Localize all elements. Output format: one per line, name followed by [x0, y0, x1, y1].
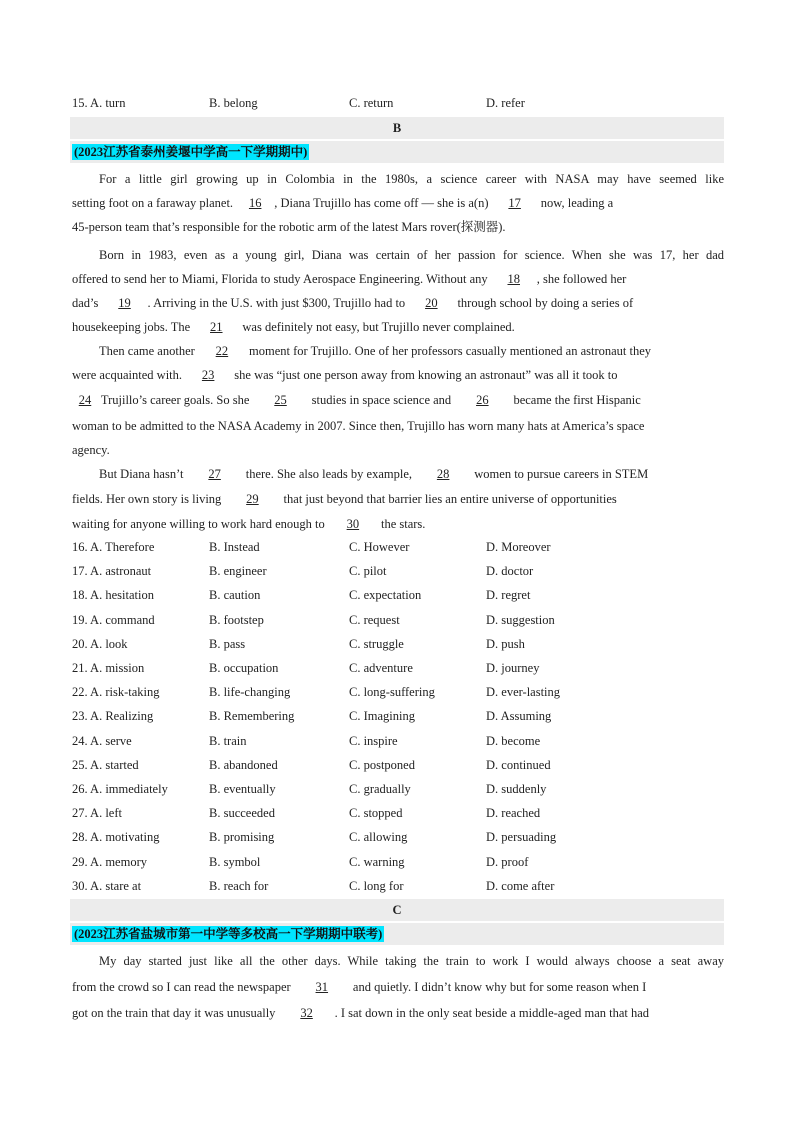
section-c-header: C	[70, 899, 724, 921]
blank-29: 29	[246, 492, 259, 506]
option-d: D. push	[486, 636, 525, 651]
blank-23: 23	[201, 368, 215, 382]
option-a: 17. A. astronaut	[72, 564, 152, 579]
option-row-21	[72, 661, 732, 679]
passage-b-line: 45-person team that’s responsible for the robotic arm of the latest Mars rover(探测器).	[72, 220, 506, 234]
option-row-16	[72, 540, 732, 558]
option-a: 18. A. hesitation	[72, 588, 154, 603]
blank-26: 26	[476, 393, 489, 407]
option-row-19	[72, 613, 732, 631]
section-c-source: (2023江苏省盐城市第一中学等多校高一下学期期中联考)	[74, 927, 383, 941]
blank-32: 32	[300, 1006, 313, 1020]
blank-18: 18	[507, 272, 520, 286]
passage-b-line: Then came another 22 moment for Trujillo. One of her professors casually mentioned an astronaut they	[99, 344, 652, 358]
passage-b-line: Born in 1983, even as a young girl, Diana was certain of her passion for science. When she was 17, her dad	[99, 248, 724, 262]
option-c: C. stopped	[349, 806, 403, 821]
option-c: C. allowing	[349, 830, 408, 845]
option-a: 21. A. mission	[72, 661, 145, 675]
option-row-28	[72, 830, 732, 848]
blank-22: 22	[215, 344, 229, 358]
blank-27: 27	[208, 467, 221, 481]
option-d: D. continued	[486, 757, 551, 772]
option-d: D. journey	[486, 661, 540, 675]
option-b: B. pass	[209, 636, 246, 651]
option-b: B. footstep	[209, 612, 264, 627]
option-c: C. long-suffering	[349, 685, 435, 700]
passage-b-line: fields. Her own story is living 29 that just beyond that barrier lies an entire universe of opportunities	[72, 492, 617, 506]
option-row-15	[72, 96, 732, 114]
option-b: B. occupation	[209, 661, 279, 675]
passage-b-line: For a little girl growing up in Colombia in the 1980s, a science career with NASA may have seemed like	[99, 172, 724, 186]
section-b-header: B	[70, 117, 724, 139]
option-a: 27. A. left	[72, 806, 122, 821]
passage-b-line: 24 Trujillo’s career goals. So she 25 studies in space science and 26 became the first Hispanic	[72, 391, 724, 409]
blank-28: 28	[436, 467, 450, 481]
option-d: D. suddenly	[486, 782, 547, 796]
option-a: 26. A. immediately	[72, 782, 168, 796]
option-b: B. symbol	[209, 854, 261, 869]
option-a: 22. A. risk-taking	[72, 685, 160, 700]
option-row-24	[72, 734, 732, 752]
option-row-20	[72, 637, 732, 655]
blank-31: 31	[315, 980, 329, 994]
option-d: D. come after	[486, 878, 555, 893]
option-a: 15. A. turn	[72, 96, 126, 110]
option-d: D. suggestion	[486, 612, 555, 627]
option-c: C. return	[349, 96, 394, 110]
option-row-26	[72, 782, 732, 800]
blank-20: 20	[425, 296, 438, 310]
option-row-27	[72, 806, 732, 824]
option-b: B. train	[209, 733, 247, 748]
option-a: 20. A. look	[72, 636, 128, 651]
option-row-30	[72, 879, 732, 897]
option-c: C. adventure	[349, 661, 413, 675]
passage-b-line: woman to be admitted to the NASA Academy in 2007. Since then, Trujillo has worn many hats at America’s space	[72, 419, 645, 433]
option-a: 29. A. memory	[72, 854, 147, 869]
option-b: B. engineer	[209, 564, 267, 579]
option-d: D. ever-lasting	[486, 685, 561, 700]
option-d: D. proof	[486, 854, 529, 869]
option-b: B. abandoned	[209, 757, 278, 772]
passage-b-line: waiting for anyone willing to work hard enough to 30 the stars.	[72, 517, 426, 531]
option-c: C. request	[349, 612, 400, 627]
option-b: B. Instead	[209, 540, 260, 554]
option-row-17	[72, 564, 732, 582]
option-row-29	[72, 855, 732, 873]
passage-b-line: dad’s 19 . Arriving in the U.S. with just $300, Trujillo had to 20 through school by doing a series of	[72, 296, 634, 310]
option-d: D. become	[486, 733, 541, 748]
option-d: D. persuading	[486, 830, 557, 845]
option-row-22	[72, 685, 732, 703]
passage-c-line: got on the train that day it was unusually 32 . I sat down in the only seat beside a middle-aged man that had	[72, 1006, 650, 1020]
option-b: B. succeeded	[209, 806, 275, 821]
option-b: B. belong	[209, 96, 258, 110]
option-d: D. Moreover	[486, 540, 551, 554]
option-c: C. pilot	[349, 564, 387, 579]
section-b-source-bar	[70, 141, 724, 163]
passage-b-line: housekeeping jobs. The 21 was definitely not easy, but Trujillo never complained.	[72, 320, 515, 334]
option-c: C. gradually	[349, 782, 411, 796]
option-a: 23. A. Realizing	[72, 709, 154, 724]
option-b: B. promising	[209, 830, 275, 845]
option-b: B. eventually	[209, 782, 276, 796]
option-b: B. life-changing	[209, 685, 291, 700]
option-b: B. Remembering	[209, 709, 295, 724]
option-c: C. long for	[349, 878, 404, 893]
option-d: D. doctor	[486, 564, 534, 579]
blank-17: 17	[508, 196, 521, 210]
option-row-18	[72, 588, 732, 606]
option-b: B. caution	[209, 588, 261, 603]
blank-19: 19	[118, 296, 131, 310]
option-a: 28. A. motivating	[72, 830, 160, 845]
option-a: 19. A. command	[72, 612, 155, 627]
passage-b-line: were acquainted with. 23 she was “just one person away from knowing an astronaut” was all it took to	[72, 368, 618, 382]
option-b: B. reach for	[209, 878, 269, 893]
option-d: D. Assuming	[486, 709, 552, 724]
option-d: D. reached	[486, 806, 541, 821]
blank-21: 21	[210, 320, 223, 334]
option-c: C. Imagining	[349, 709, 415, 724]
passage-b-line: setting foot on a faraway planet. 16 , Diana Trujillo has come off — she is a(n) 17 now, leading a	[72, 196, 614, 210]
option-a: 16. A. Therefore	[72, 540, 155, 554]
option-d: D. refer	[486, 96, 525, 110]
passage-b-line: offered to send her to Miami, Florida to study Aerospace Engineering. Without any 18 , she followed her	[72, 272, 627, 286]
passage-b-line: But Diana hasn’t 27 there. She also leads by example, 28 women to pursue careers in STEM	[99, 467, 649, 481]
option-c: C. inspire	[349, 733, 398, 748]
option-c: C. struggle	[349, 636, 404, 651]
blank-16: 16	[248, 196, 262, 210]
option-c: C. expectation	[349, 588, 422, 603]
option-row-23	[72, 709, 732, 727]
blank-25: 25	[274, 393, 287, 407]
option-d: D. regret	[486, 588, 531, 603]
passage-c-line: from the crowd so I can read the newspaper 31 and quietly. I didn’t know why but for some reason when I	[72, 980, 647, 994]
blank-30: 30	[346, 517, 360, 531]
option-c: C. postponed	[349, 757, 415, 772]
option-a: 30. A. stare at	[72, 878, 142, 893]
blank-24: 24	[78, 393, 92, 407]
section-c-source-bar	[70, 923, 724, 945]
option-c: C. warning	[349, 854, 405, 869]
passage-b-line: agency.	[72, 443, 110, 457]
passage-c-line: My day started just like all the other days. While taking the train to work I would always choose a seat away	[99, 954, 724, 968]
section-b-source: (2023江苏省泰州姜堰中学高一下学期期中)	[74, 145, 308, 159]
option-a: 24. A. serve	[72, 733, 132, 748]
option-row-25	[72, 758, 732, 776]
option-a: 25. A. started	[72, 757, 139, 772]
option-c: C. However	[349, 540, 410, 554]
